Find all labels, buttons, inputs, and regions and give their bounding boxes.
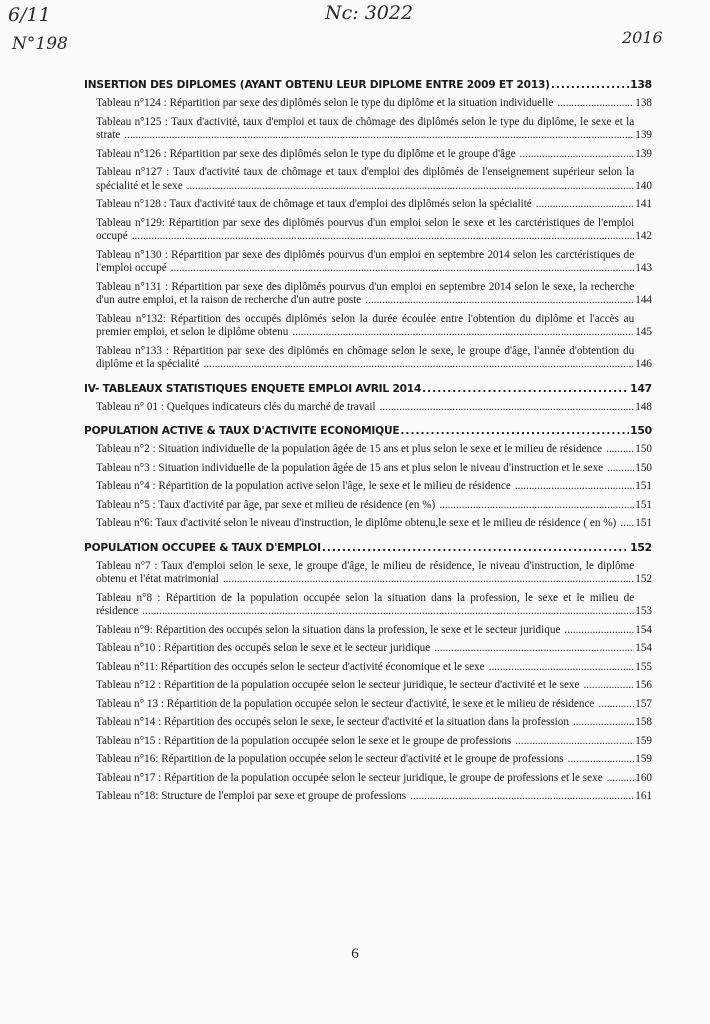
- toc-page-number: 145: [635, 326, 652, 338]
- toc-entry-title: Tableau n°11: Répartition des occupés selon le secteur d'activité économique et le sexe: [96, 660, 485, 673]
- toc-entry-title: Tableau n°127 : Taux d'activité taux de chômage et taux d'emploi des diplômés de l'enseignement supérieur selon la spécialité et le sexe: [96, 166, 635, 192]
- toc-entry: [84, 249, 652, 276]
- toc-page-number: 158: [635, 716, 652, 728]
- toc-page-number: 152: [630, 540, 652, 554]
- toc-page-number: 142: [635, 230, 652, 242]
- toc-page-number: 150: [630, 424, 652, 437]
- toc-entry: [84, 198, 652, 212]
- toc-page-number: 159: [635, 753, 652, 765]
- toc-page-number: 140: [635, 179, 652, 192]
- toc-entry: [84, 166, 652, 193]
- toc-entry-title: Tableau n°14 : Répartition des occupés selon le sexe, le secteur d'activité et la situation dans la profession: [96, 716, 569, 728]
- toc-section-heading: [84, 382, 652, 396]
- handwritten-code: Nc: 3022: [325, 2, 414, 24]
- toc-page-number: 151: [635, 480, 652, 492]
- toc-entry: [84, 345, 652, 372]
- toc-entry-title: Tableau n°17 : Répartition de la population occupée selon le secteur juridique, le groupe de professions et le sexe: [96, 771, 603, 784]
- dot-leader: [551, 79, 629, 92]
- dot-leader: [322, 542, 629, 555]
- toc-page-number: 146: [635, 358, 652, 370]
- toc-entry: [84, 661, 652, 675]
- toc-entry: [84, 499, 652, 513]
- toc-page-number: 139: [635, 129, 652, 141]
- toc-page-number: 151: [635, 517, 652, 529]
- toc-entry: [84, 679, 652, 693]
- toc-entry-title: Tableau n° 13 : Répartition de la population occupée selon le secteur d'activité, le sexe et le milieu de résidence: [96, 697, 595, 710]
- toc-page-number: 141: [635, 198, 652, 210]
- toc-entry: [84, 790, 652, 804]
- toc-entry: [84, 480, 652, 494]
- toc-section-title: POPULATION ACTIVE & TAUX D'ACTIVITE ECONOMIQUE: [84, 425, 400, 437]
- toc-page-number: 138: [635, 97, 652, 109]
- toc-entry-title: Tableau n°3 : Situation individuelle de la population âgée de 15 ans et plus selon le niveau d'instruction et le sexe: [96, 461, 604, 474]
- toc-section-title: INSERTION DES DIPLOMES (AYANT OBTENU LEUR DIPLOME ENTRE 2009 ET 2013): [84, 79, 550, 91]
- toc-entry-title: Tableau n°2 : Situation individuelle de la population âgée de 15 ans et plus selon le sexe et le milieu de résidence: [96, 443, 603, 455]
- toc-entry: [84, 281, 652, 308]
- toc-entry: [84, 116, 652, 143]
- handwritten-year: 2016: [622, 28, 663, 47]
- toc-page-number: 144: [635, 294, 652, 306]
- toc-page-number: 138: [630, 78, 652, 91]
- toc-entry-title: Tableau n°15 : Répartition de la population occupée selon le sexe et le groupe de professions: [96, 734, 512, 747]
- toc-entry: [84, 217, 652, 244]
- dot-leader: [422, 383, 629, 396]
- toc-page-number: 153: [635, 605, 652, 617]
- toc-entry: [84, 313, 652, 340]
- toc-entry-title: Tableau n°6: Taux d'activité selon le niveau d'instruction, le diplôme obtenu,le sexe et le milieu de résidence ( en %): [96, 517, 617, 529]
- toc-entry-title: Tableau n°124 : Répartition par sexe des diplômés selon le type du diplôme et la situation individuelle: [96, 97, 554, 109]
- toc-section-heading: [84, 541, 652, 555]
- toc-page-number: 152: [635, 573, 652, 585]
- toc-entry-title: Tableau n°126 : Répartition par sexe des diplômés selon le type du diplôme et le groupe d'âge: [96, 147, 516, 160]
- toc-page-number: 159: [635, 734, 652, 747]
- toc-entry: [84, 753, 652, 767]
- toc-entry: [84, 592, 652, 619]
- toc-entry: [84, 443, 652, 457]
- toc-entry: [84, 517, 652, 531]
- toc-entry-title: Tableau n°16: Répartition de la population occupée selon le secteur d'activité et le groupe de professions: [96, 753, 564, 765]
- toc-section-title: IV- TABLEAUX STATISTIQUES ENQUETE EMPLOI AVRIL 2014: [84, 382, 422, 395]
- toc-entry: [84, 97, 652, 111]
- toc-entry: [84, 698, 652, 712]
- toc-entry-title: Tableau n°125 : Taux d'activité, taux d'emploi et taux de chômage des diplômés selon le type du diplôme, le sexe et la strate: [96, 115, 635, 141]
- toc-page-number: 161: [635, 790, 652, 802]
- table-of-contents: [84, 78, 652, 804]
- toc-entry-title: Tableau n° 01 : Quelques indicateurs clés du marché de travail: [96, 400, 376, 413]
- toc-entry: [84, 401, 652, 415]
- toc-page-number: 155: [635, 660, 652, 673]
- toc-page-number: 154: [635, 623, 652, 636]
- toc-entry-title: Tableau n°130 : Répartition par sexe des diplômés pourvus d'un emploi en septembre 2014 selon les carctéristiques de l'emploi occupé: [96, 248, 635, 274]
- toc-entry: [84, 560, 652, 587]
- toc-page-number: 139: [635, 147, 652, 160]
- toc-page-number: 160: [635, 771, 652, 784]
- toc-page-number: 150: [635, 443, 652, 455]
- toc-entry-title: Tableau n°129: Répartition par sexe des diplômés pourvus d'un emploi selon le sexe et les carctéristiques de l'emploi occupé: [96, 216, 635, 242]
- handwritten-number: N°198: [12, 34, 68, 54]
- toc-entry-title: Tableau n°131 : Répartition par sexe des diplômés pourvus d'un emploi en septembre 2014 selon le sexe, la recherche d'un autre emploi, et la raison de recherche d'un autre poste: [96, 280, 635, 306]
- toc-entry-title: Tableau n°4 : Répartition de la population active selon l'âge, le sexe et le milieu de résidence: [96, 480, 511, 492]
- toc-entry: [84, 772, 652, 786]
- toc-entry-title: Tableau n°9: Répartition des occupés selon la situation dans la profession, le sexe et le secteur juridique: [96, 623, 561, 636]
- toc-entry-title: Tableau n°8 : Répartition de la population occupée selon la situation dans la profession, le sexe et le milieu de résidence: [96, 591, 635, 617]
- toc-entry-title: Tableau n°132: Répartition des occupés diplômés selon la durée écoulée entre l'obtention du diplôme et l'accès au premier emploi, et selon le diplôme obtenu: [96, 312, 635, 338]
- toc-page-number: 157: [635, 697, 652, 710]
- toc-entry: [84, 148, 652, 162]
- toc-page-number: 148: [635, 400, 652, 413]
- toc-entry-title: Tableau n°7 : Taux d'emploi selon le sexe, le groupe d'âge, le milieu de résidence, le niveau d'instruction, le diplôme obtenu et l'état matrimonial: [96, 559, 635, 585]
- toc-page-number: 151: [635, 498, 652, 511]
- toc-page-number: 147: [630, 381, 652, 395]
- toc-entry-title: Tableau n°128 : Taux d'activité taux de chômage et taux d'emploi des diplômés selon la spécialité: [96, 198, 532, 210]
- toc-entry-title: Tableau n°5 : Taux d'activité par âge, par sexe et milieu de résidence (en %): [96, 498, 436, 511]
- toc-section-heading: [84, 78, 652, 92]
- toc-entry-title: Tableau n°133 : Répartition par sexe des diplômés en chômage selon le sexe, le groupe d'âge, l'année d'obtention du diplôme et la spécialité: [96, 344, 635, 370]
- page-number: 6: [351, 946, 359, 962]
- toc-entry: [84, 716, 652, 730]
- toc-page-number: 143: [635, 262, 652, 274]
- toc-section-title: POPULATION OCCUPEE & TAUX D'EMPLOI: [84, 541, 321, 554]
- toc-entry-title: Tableau n°12 : Répartition de la population occupée selon le secteur juridique, le secteur d'activité et le sexe: [96, 679, 580, 691]
- toc-page-number: 154: [635, 642, 652, 654]
- toc-entry-title: Tableau n°10 : Répartition des occupés selon le sexe et le secteur juridique: [96, 642, 431, 654]
- toc-page-number: 150: [635, 461, 652, 474]
- toc-entry-title: Tableau n°18: Structure de l'emploi par sexe et groupe de professions: [96, 790, 407, 802]
- handwritten-ref-top-left: 6/11: [8, 4, 51, 26]
- toc-entry: [84, 642, 652, 656]
- toc-entry: [84, 462, 652, 476]
- toc-section-heading: [84, 424, 652, 438]
- toc-entry: [84, 735, 652, 749]
- toc-page-number: 156: [635, 679, 652, 691]
- dot-leader: [400, 425, 629, 438]
- toc-entry: [84, 624, 652, 638]
